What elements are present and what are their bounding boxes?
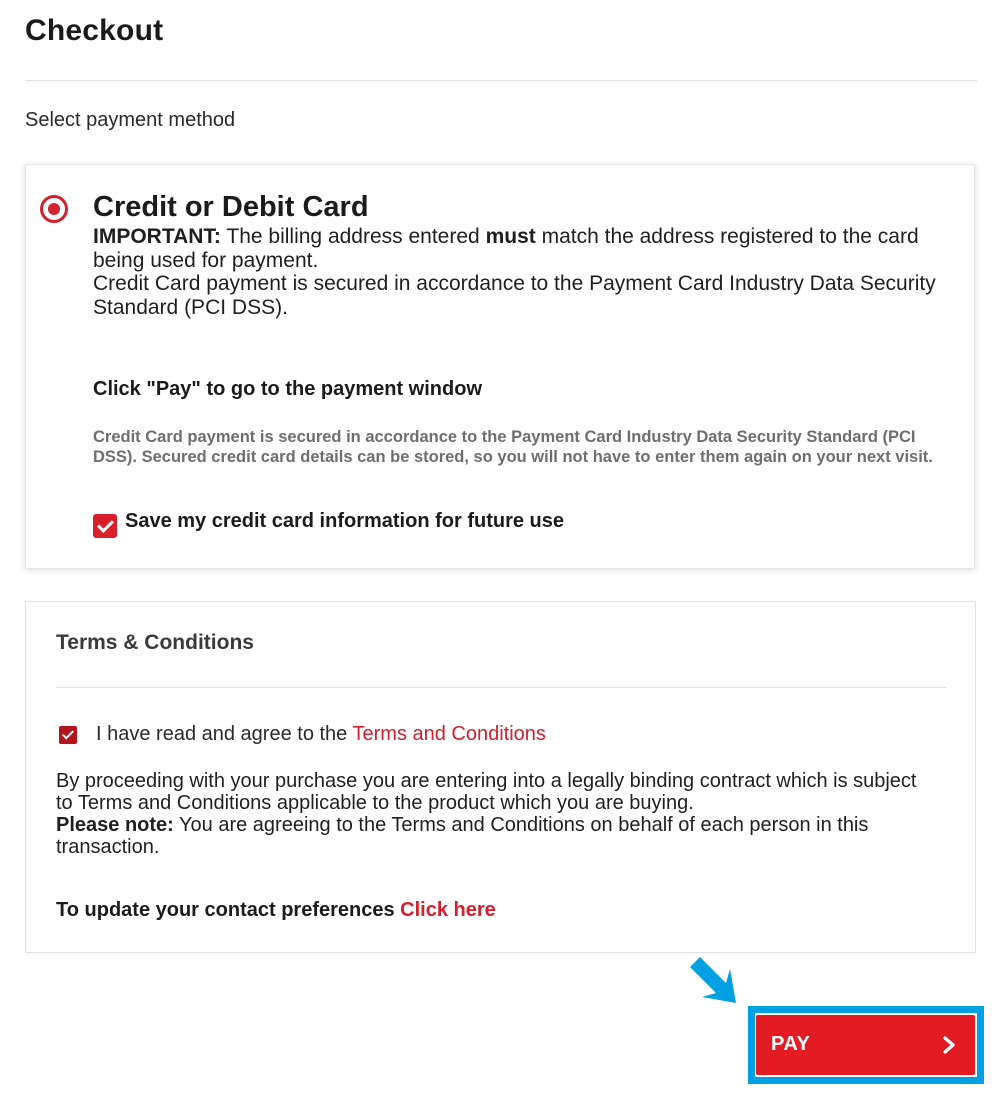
pci-note: Credit Card payment is secured in accordance to the Payment Card Industry Data Security Standard (PCI DSS). Secured credit card details can be stored, so you will not have to enter them again on your next visit. xyxy=(93,428,933,466)
payment-method-description xyxy=(93,225,953,319)
arrow-down-right-icon xyxy=(688,955,740,1007)
pay-label: PAY xyxy=(771,1033,811,1055)
title-divider xyxy=(25,80,977,81)
pci-line: Credit Card payment is secured in accordance to the Payment Card Industry Data Security Standard (PCI DSS). xyxy=(93,272,936,319)
terms-card xyxy=(25,601,976,953)
agree-prefix: I have read and agree to the xyxy=(96,723,353,745)
important-must: must xyxy=(485,225,536,248)
chevron-right-icon xyxy=(939,1035,959,1055)
save-card-checkbox[interactable] xyxy=(93,514,117,538)
payment-method-card[interactable] xyxy=(25,164,975,569)
contact-pref-text: To update your contact preferences xyxy=(56,899,401,921)
page-title: Checkout xyxy=(25,14,164,47)
terms-title: Terms & Conditions xyxy=(56,631,254,654)
pay-button[interactable] xyxy=(756,1015,975,1075)
save-card-label[interactable]: Save my credit card information for future use xyxy=(125,510,564,532)
important-text-2: match the address registered to the card being used for payment. xyxy=(93,225,919,272)
select-payment-label: Select payment method xyxy=(25,109,236,131)
click-pay-instruction: Click "Pay" to go to the payment window xyxy=(93,378,483,400)
agree-terms-label xyxy=(96,723,546,746)
terms-divider xyxy=(56,687,946,688)
please-note-label: Please note: xyxy=(56,814,174,836)
contact-preferences xyxy=(56,899,496,922)
terms-link[interactable]: Terms and Conditions xyxy=(352,723,546,745)
legal-paragraph: By proceeding with your purchase you are entering into a legally binding contract which is subject to Terms and Conditions applicable to the product which you are buying. xyxy=(56,770,917,814)
payment-method-title: Credit or Debit Card xyxy=(93,191,369,223)
important-label: IMPORTANT: xyxy=(93,225,221,248)
agree-terms-checkbox[interactable] xyxy=(59,726,77,744)
payment-method-radio[interactable] xyxy=(40,195,68,223)
please-note-text: You are agreeing to the Terms and Conditions on behalf of each person in this transaction. xyxy=(56,814,869,858)
contact-pref-link[interactable]: Click here xyxy=(400,899,496,921)
important-text-1: The billing address entered xyxy=(220,225,486,248)
legal-text xyxy=(56,770,936,858)
